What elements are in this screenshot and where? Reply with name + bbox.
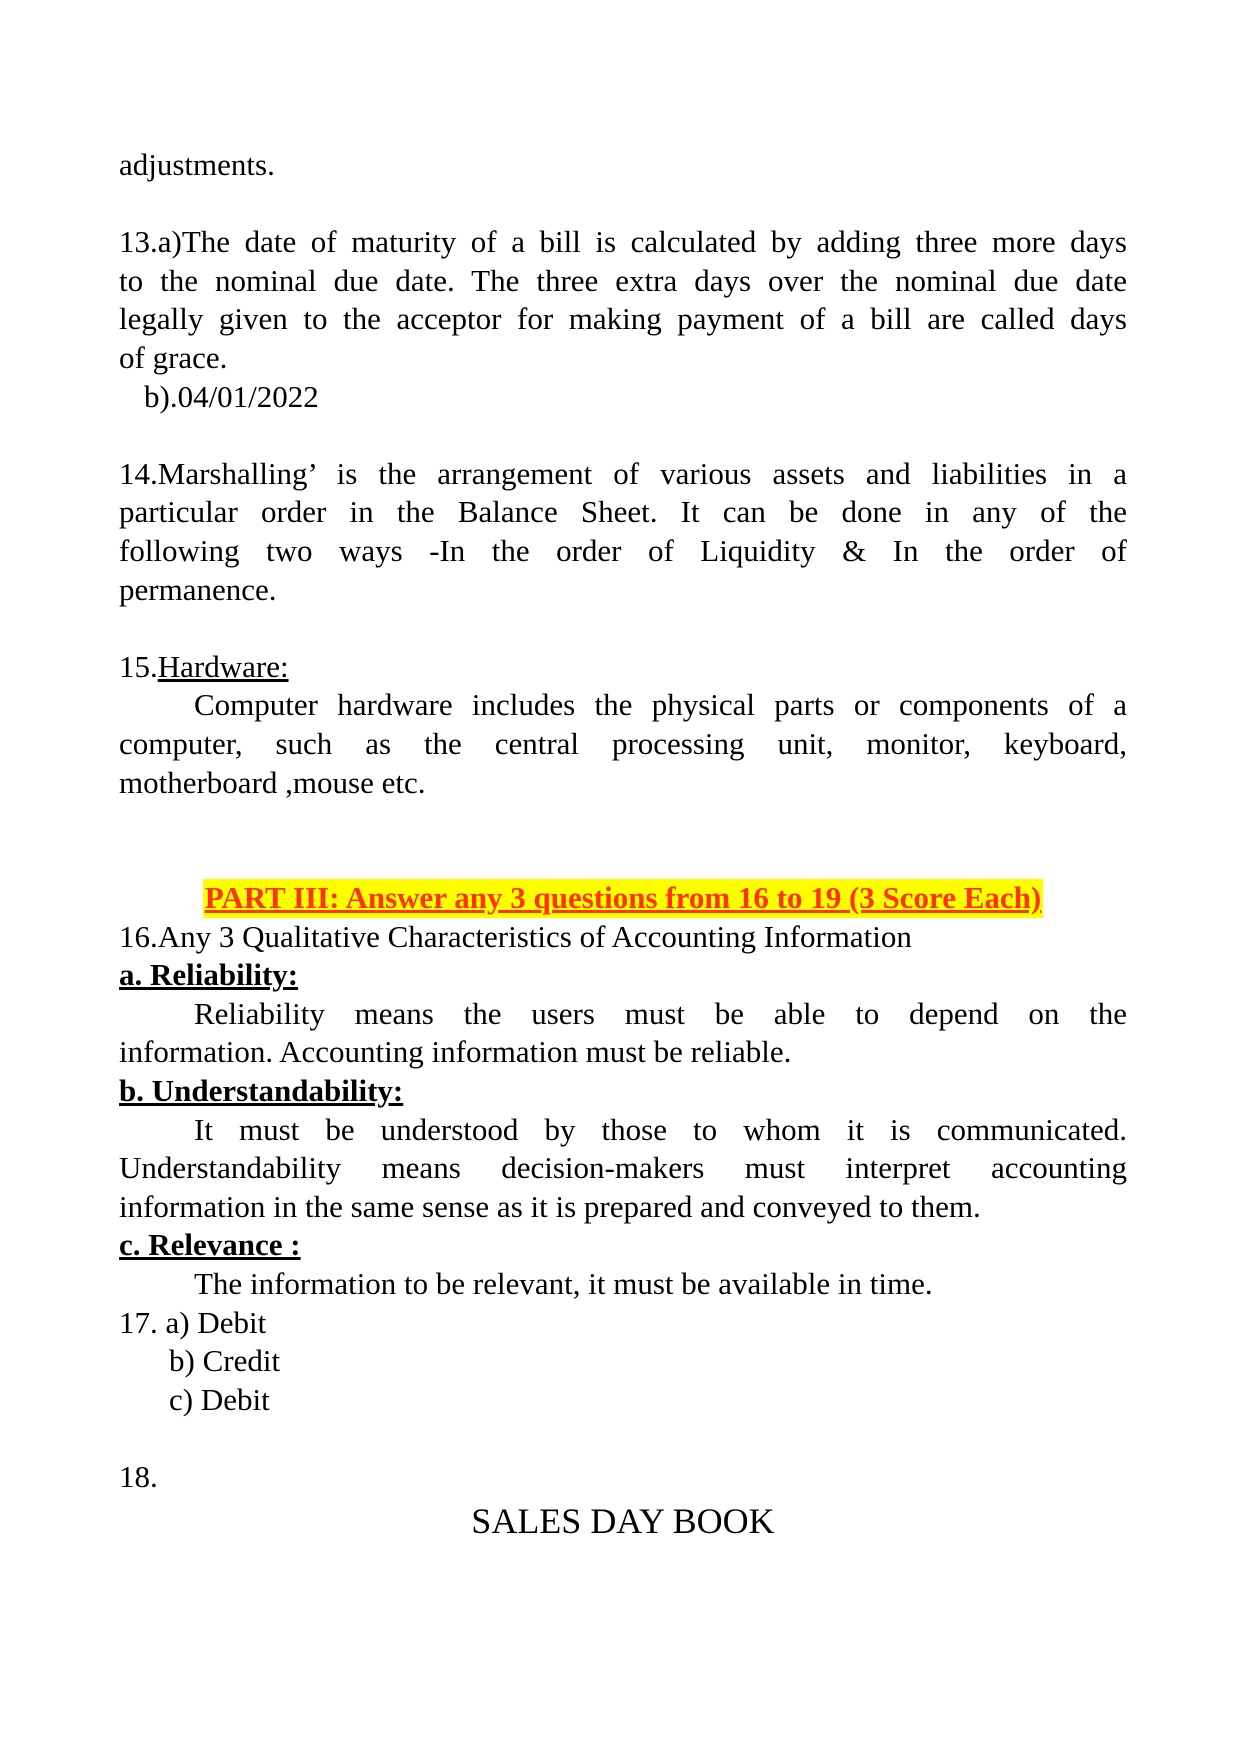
answer-16-a-line-2: information. Accounting information must be reliable. (119, 1034, 792, 1070)
answer-17-b: b) Credit (169, 1343, 281, 1379)
answer-16 (119, 918, 1127, 1304)
answer-13-line-2: to the nominal due date. The three extra days over the nominal due date (119, 262, 1127, 298)
answer-16-b-line-2: Understandability means decision-makers must interpret accounting (119, 1150, 1127, 1186)
answer-15-number: 15. (119, 648, 158, 684)
answer-16-a-line-1: Reliability means the users must be able to depend on the (194, 995, 1127, 1031)
answer-15-line-2: computer, such as the central processing unit, monitor, keyboard, (119, 725, 1127, 761)
answer-15 (119, 648, 1127, 802)
answer-16-c-line-1: The information to be relevant, it must be available in time. (194, 1266, 933, 1302)
line-adjustments: adjustments. (119, 147, 275, 182)
answer-15-line-1: Computer hardware includes the physical parts or components of a (194, 687, 1127, 723)
answer-16-b-heading-line (119, 1072, 1127, 1111)
answer-14-line-4: permanence. (119, 571, 277, 607)
answer-14-line-1: 14.Marshalling’ is the arrangement of various assets and liabilities in a (119, 455, 1127, 491)
answer-16-c-heading-line (119, 1226, 1127, 1265)
answer-13-line-1: 13.a)The date of maturity of a bill is calculated by adding three more days (119, 224, 1127, 260)
answer-14-line-2: particular order in the Balance Sheet. It can be done in any of the (119, 494, 1127, 530)
answer-16-a-heading: a. Reliability: (119, 957, 299, 993)
answer-13-b: b).04/01/2022 (144, 378, 319, 414)
answer-15-line-3: motherboard ,mouse etc. (119, 764, 426, 800)
sales-day-book-title: SALES DAY BOOK (471, 1500, 775, 1541)
answer-15-heading-line (119, 648, 1127, 687)
answer-16-b-heading: b. Understandability: (119, 1073, 404, 1109)
answer-16-b-line-3: information in the same sense as it is prepared and conveyed to them. (119, 1188, 981, 1224)
answer-16-a-heading-line (119, 956, 1127, 995)
answer-14 (119, 455, 1127, 609)
answer-18-number: 18. (119, 1459, 158, 1494)
answer-17-c: c) Debit (169, 1381, 270, 1417)
answer-16-title: 16.Any 3 Qualitative Characteristics of Accounting Information (119, 918, 912, 954)
part-3-heading-line (119, 879, 1127, 918)
answer-15-heading: Hardware: (157, 648, 289, 684)
answer-13-line-4: of grace. (119, 339, 228, 375)
answer-17 (119, 1304, 1127, 1420)
answer-16-c-heading: c. Relevance : (119, 1227, 301, 1263)
answer-16-b-line-1: It must be understood by those to whom it is communicated. (194, 1111, 1127, 1147)
answer-17-a: 17. a) Debit (119, 1304, 267, 1340)
answer-13 (119, 223, 1127, 416)
answer-13-line-3: legally given to the acceptor for making payment of a bill are called days (119, 301, 1127, 337)
answer-18 (119, 1458, 1127, 1543)
part-3-heading: PART III: Answer any 3 questions from 16 to 19 (3 Score Each) (203, 879, 1044, 918)
document-page (119, 146, 1127, 1543)
answer-14-line-3: following two ways -In the order of Liquidity & In the order of (119, 532, 1127, 568)
